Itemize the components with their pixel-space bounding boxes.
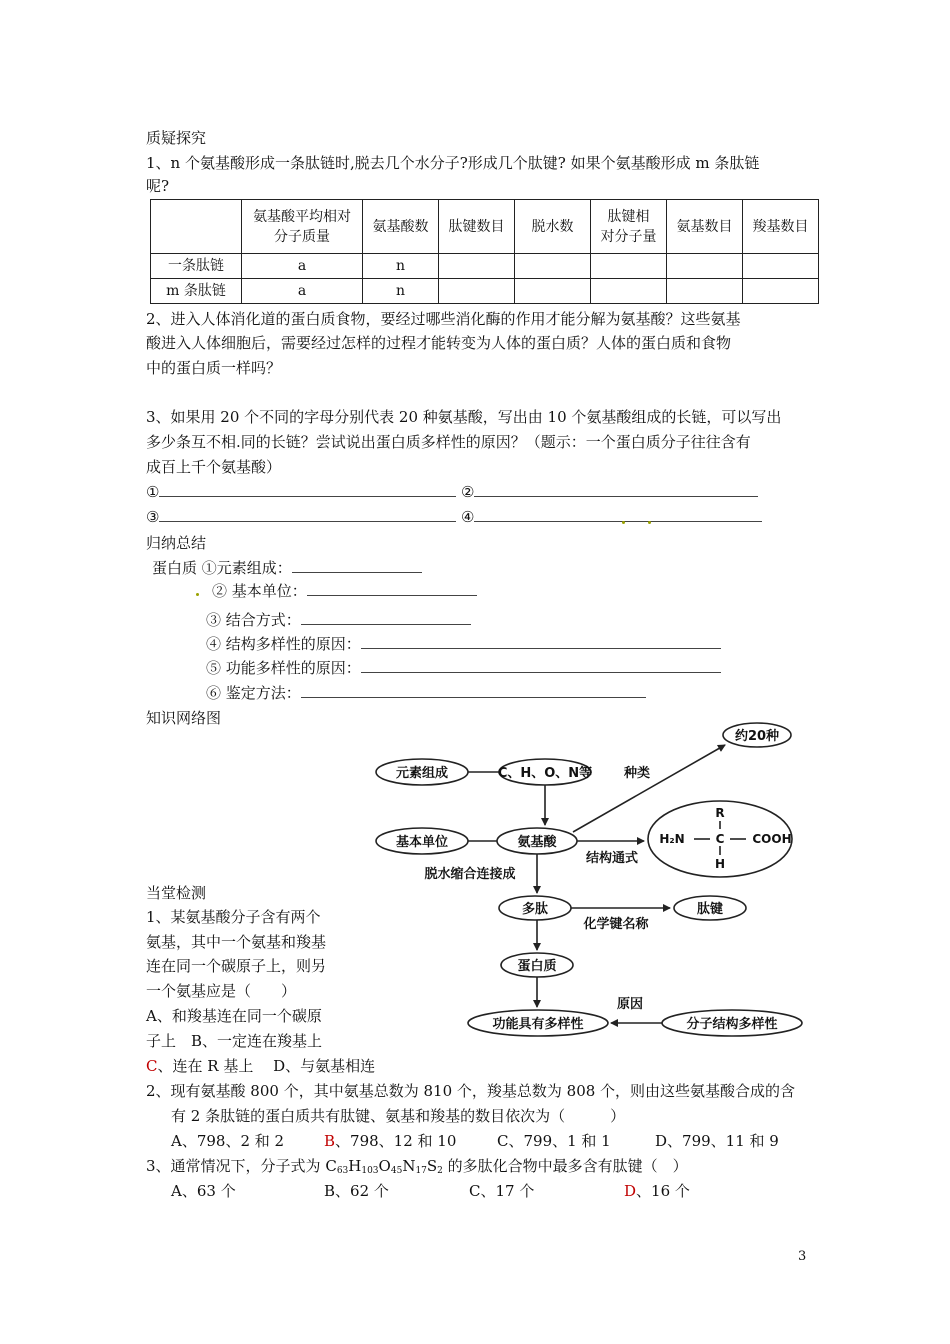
table-corner-cell xyxy=(151,200,242,254)
label-amino-acid: 氨基酸 xyxy=(517,835,557,850)
peptide-table xyxy=(150,199,819,304)
formula-cooh: COOH xyxy=(752,832,792,846)
reason-4: ④ xyxy=(461,507,762,527)
knowledge-network-diagram xyxy=(360,715,820,1050)
header-carboxyl-groups: 羧基数目 xyxy=(743,200,819,254)
label-about20: 约20种 xyxy=(734,729,780,744)
reason-3: ③ xyxy=(146,507,456,527)
table-row xyxy=(151,254,819,279)
cell-mass: a xyxy=(242,279,363,304)
q2-line1: 2、进入人体消化道的蛋白质食物，要经过哪些消化酶的作用才能分解为氨基酸？这些氨基 xyxy=(146,310,741,328)
formula-r: R xyxy=(715,806,725,820)
summary-item-3: ③ 结合方式： xyxy=(206,610,471,630)
summary-item-2: ② 基本单位： xyxy=(212,581,477,601)
cell-mass: a xyxy=(242,254,363,279)
q3-line2: 多少条互不相.同的长链？尝试说出蛋白质多样性的原因？（题示：一个蛋白质分子往往含有 xyxy=(146,433,751,451)
section-test-heading: 当堂检测 xyxy=(146,884,207,902)
answer-mark: D xyxy=(624,1182,637,1200)
summary-item-4: ④ 结构多样性的原因： xyxy=(206,634,721,654)
label-basic-unit: 基本单位 xyxy=(395,835,449,850)
formula-c: C xyxy=(715,832,725,846)
t2-option-b: B、798、12 和 10 xyxy=(324,1132,457,1150)
label-polypeptide: 多肽 xyxy=(521,902,549,917)
q3-line3: 成百上千个氨基酸） xyxy=(146,458,282,476)
page-number: 3 xyxy=(798,1249,807,1264)
label-peptide-bond: 肽键 xyxy=(696,902,724,917)
row-label: 一条肽链 xyxy=(151,254,242,279)
cell-count: n xyxy=(363,279,439,304)
q2-line3: 中的蛋白质一样吗？ xyxy=(146,359,282,377)
t3-option-d: D、16 个 xyxy=(624,1182,690,1200)
speck-mark xyxy=(622,521,625,524)
cell-count: n xyxy=(363,254,439,279)
answer-mark: B xyxy=(324,1132,336,1150)
section-inquiry-heading: 质疑探究 xyxy=(146,129,207,147)
label-chon: C、H、O、N等 xyxy=(497,766,593,781)
t3-option-a: A、63 个 xyxy=(171,1182,236,1200)
summary-item-1: 蛋白质 ①元素组成： xyxy=(152,558,422,578)
t3-line1: 3、通常情况下，分子式为 $C_{63}H_{103}O_{45}N_{17}S_2$ 的多肽化合物中最多含有肽键（ ） xyxy=(146,1157,688,1176)
t1-line6: 子上 B、一定连在羧基上 xyxy=(146,1032,323,1050)
reason-2: ② xyxy=(461,482,758,502)
speck-mark xyxy=(196,593,199,596)
table-row xyxy=(151,279,819,304)
t2-option-d: D、799、11 和 9 xyxy=(655,1132,779,1150)
t1-line1: 1、某氨基酸分子含有两个 xyxy=(146,908,321,926)
label-func-diverse: 功能具有多样性 xyxy=(492,1017,584,1032)
row-label: m 条肽链 xyxy=(151,279,242,304)
q1-line2: 呢? xyxy=(146,177,170,195)
label-formula: 结构通式 xyxy=(585,851,639,866)
summary-item-5: ⑤ 功能多样性的原因： xyxy=(206,658,721,678)
t1-line3: 连在同一个碳原子上，则另 xyxy=(146,957,327,975)
t2-line2: 有 2 条肽链的蛋白质共有肽键、氨基和羧基的数目依次为（ ） xyxy=(171,1107,626,1125)
t1-line4: 一个氨基应是（ ） xyxy=(146,982,297,1000)
q2-line2: 酸进入人体细胞后，需要经过怎样的过程才能转变为人体的蛋白质？人体的蛋白质和食物 xyxy=(146,334,732,352)
reason-1: ① xyxy=(146,482,456,502)
summary-item-6: ⑥ 鉴定方法： xyxy=(206,683,646,703)
header-avg-mass: 氨基酸平均相对 分子质量 xyxy=(242,200,363,254)
t2-option-c: C、799、1 和 1 xyxy=(497,1132,611,1150)
header-amino-groups: 氨基数目 xyxy=(667,200,743,254)
label-condense: 脱水缩合连接成 xyxy=(424,867,516,882)
t2-option-a: A、798、2 和 2 xyxy=(171,1132,285,1150)
formula-h2n: H₂N xyxy=(659,832,685,846)
q1-line1: 1、n 个氨基酸形成一条肽链时,脱去几个水分子?形成几个肽键? 如果个氨基酸形成 m 条肽链 xyxy=(146,154,760,172)
t3-option-b: B、62 个 xyxy=(324,1182,389,1200)
t1-line7: C、连在 R 基上 D、与氨基相连 xyxy=(146,1057,376,1075)
header-amino-count: 氨基酸数 xyxy=(363,200,439,254)
section-summary-heading: 归纳总结 xyxy=(146,534,207,552)
t1-line2: 氨基，其中一个氨基和羧基 xyxy=(146,933,327,951)
label-bond-name: 化学键名称 xyxy=(583,917,649,932)
label-kinds: 种类 xyxy=(623,766,651,781)
formula-h: H xyxy=(714,857,726,871)
header-water-removed: 脱水数 xyxy=(515,200,591,254)
header-peptide-bonds: 肽键数目 xyxy=(439,200,515,254)
section-network-heading: 知识网络图 xyxy=(146,709,222,727)
answer-mark: C xyxy=(146,1057,158,1075)
header-bond-mass: 肽键相 对分子量 xyxy=(591,200,667,254)
speck-mark xyxy=(648,521,651,524)
t1-line5: A、和羧基连在同一个碳原 xyxy=(146,1007,322,1025)
q3-line1: 3、如果用 20 个不同的字母分别代表 20 种氨基酸，写出由 10 个氨基酸组成的长链，可以写出 xyxy=(146,408,782,426)
label-struct-diverse: 分子结构多样性 xyxy=(686,1017,778,1032)
t3-option-c: C、17 个 xyxy=(469,1182,535,1200)
t2-line1: 2、现有氨基酸 800 个，其中氨基总数为 810 个，羧基总数为 808 个，则由这些氨基酸合成的含 xyxy=(146,1082,796,1100)
label-protein: 蛋白质 xyxy=(517,959,557,974)
label-reason: 原因 xyxy=(616,997,644,1012)
label-element: 元素组成 xyxy=(395,766,449,781)
